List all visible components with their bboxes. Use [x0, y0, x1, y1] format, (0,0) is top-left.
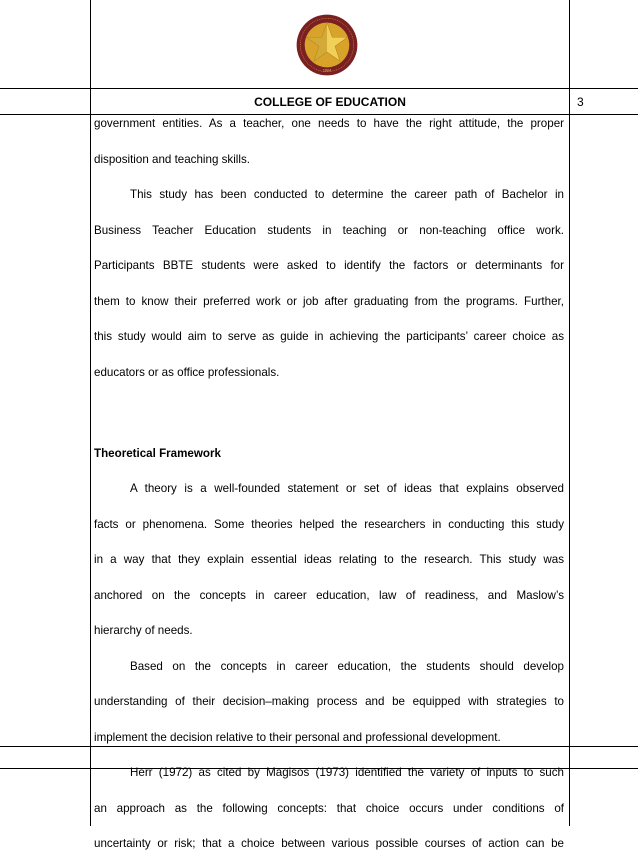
- text-line: uncertainty or risk; that a choice between various possible courses of action can be: [94, 837, 564, 850]
- text-line: understanding of their decision–making process and be equipped with strategies to: [94, 695, 564, 708]
- text-line: Business Teacher Education students in teaching or non-teaching office work.: [94, 223, 564, 237]
- text-line: implement the decision relative to their personal and professional development.: [94, 730, 501, 744]
- text-line: in a way that they explain essential ideas relating to the research. This study was: [94, 553, 564, 566]
- text-line: facts or phenomena. Some theories helped the researchers in conducting this study: [94, 517, 564, 531]
- section-heading: Theoretical Framework: [94, 446, 221, 460]
- text-line: disposition and teaching skills.: [94, 152, 250, 166]
- right-margin-line: [569, 0, 570, 826]
- text-line: Herr (1972) as cited by Magisos (1973) identified the variety of inputs to such: [130, 766, 564, 779]
- page-header-title: COLLEGE OF EDUCATION: [254, 95, 406, 109]
- text-line: government entities. As a teacher, one needs to have the right attitude, the proper: [94, 117, 564, 130]
- text-line: anchored on the concepts in career education, law of readiness, and Maslow’s: [94, 588, 564, 602]
- text-line: This study has been conducted to determine the career path of Bachelor in: [130, 188, 564, 201]
- left-margin-line: [90, 0, 91, 826]
- college-seal-icon: [296, 14, 358, 76]
- text-line: hierarchy of needs.: [94, 624, 193, 637]
- header-top-rule: [0, 88, 638, 89]
- page-number: 3: [577, 95, 584, 109]
- text-line: this study would aim to serve as guide in achieving the participants’ career choice as: [94, 330, 564, 343]
- seal-text: 1904: [322, 68, 332, 73]
- document-body: [94, 117, 564, 851]
- header-bottom-rule: [0, 114, 638, 115]
- text-line: them to know their preferred work or job after graduating from the programs. Further,: [94, 294, 564, 308]
- text-line: A theory is a well-founded statement or set of ideas that explains observed: [130, 482, 564, 495]
- text-line: Based on the concepts in career education, the students should develop: [130, 659, 564, 673]
- text-line: an approach as the following concepts: that choice occurs under conditions of: [94, 801, 564, 815]
- text-line: Participants BBTE students were asked to identify the factors or determinants for: [94, 259, 564, 272]
- text-line: educators or as office professionals.: [94, 365, 280, 379]
